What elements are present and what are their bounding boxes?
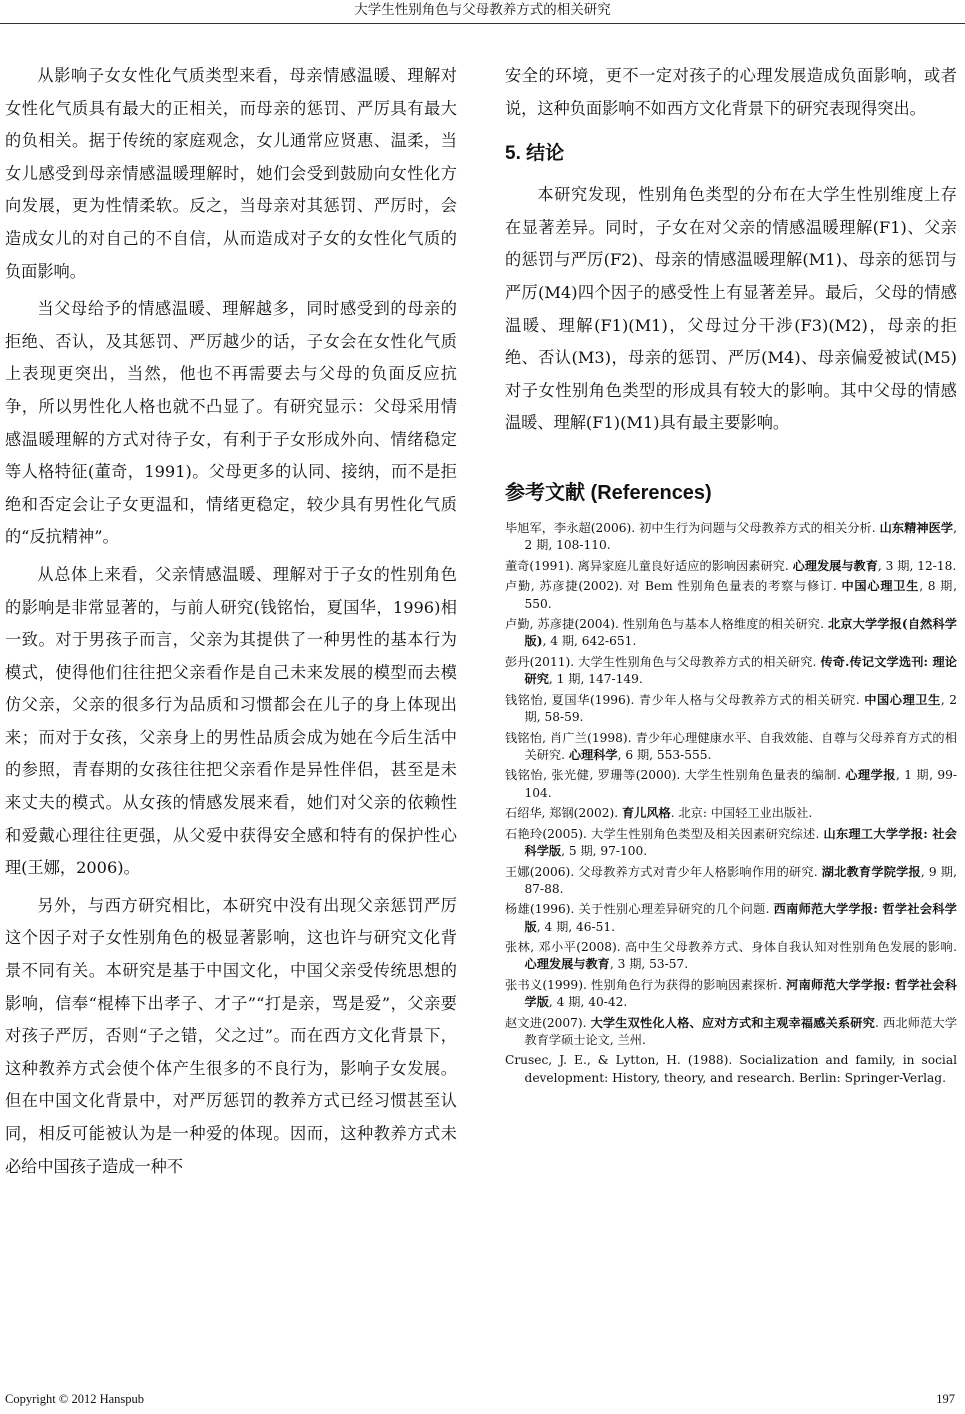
reference-text: 彭丹(2011). 大学生性别角色与父母教养方式的相关研究. — [505, 654, 821, 669]
reference-text: 石艳玲(2005). 大学生性别角色类型及相关因素研究综述. — [505, 826, 824, 841]
reference-journal: 心理发展与教育 — [524, 957, 610, 972]
reference-item — [505, 826, 957, 860]
paragraph-continuation: 安全的环境，更不一定对孩子的心理发展造成负面影响，或者说，这种负面影响不如西方文化背景下的研究表现得突出。 — [505, 66, 957, 118]
reference-details: , 3 期, 12-18. — [877, 558, 957, 573]
reference-journal: 山东精神医学 — [879, 520, 954, 535]
reference-details: , 6 期, 553-555. — [617, 747, 712, 762]
reference-details: , 2 期, 58-59. — [524, 692, 957, 724]
left-column — [5, 60, 457, 1183]
reference-text: 王娜(2006). 父母教养方式对青少年人格影响作用的研究. — [505, 864, 822, 879]
reference-text: 钱铭怡, 张光健, 罗珊等(2000). 大学生性别角色量表的编制. — [505, 768, 846, 783]
reference-item — [505, 864, 957, 898]
reference-text: 毕旭军，李永超(2006). 初中生行为问题与父母教养方式的相关分析. — [505, 520, 880, 535]
section-heading-conclusion: 5. 结论 — [505, 143, 565, 165]
reference-item — [505, 805, 957, 822]
reference-text: 卢勤, 苏彦捷(2002). 对 Bem 性别角色量表的考察与修订. — [505, 579, 842, 594]
paragraph: 从影响子女女性化气质类型来看，母亲情感温暖、理解对女性化气质具有最大的正相关，而母亲的惩罚、严厉具有最大的负相关。据于传统的家庭观念，女儿通常应贤惠、温柔，当女儿感受到母亲情感温暖理解时，她们会受到鼓励向女性化方向发展，更为性情柔软。反之，当母亲对其惩罚、严厉时，会造成女儿的对自己的不自信，从而造成对子女的女性化气质的负面影响。 — [5, 66, 457, 281]
reference-item — [505, 901, 957, 935]
reference-details: , 5 期, 97-100. — [561, 843, 648, 858]
reference-journal: 心理发展与教育 — [792, 558, 878, 573]
reference-journal: 北京大学学报(自然科学版) — [524, 617, 957, 649]
running-header: 大学生性别角色与父母教养方式的相关研究 — [354, 2, 611, 18]
paragraph: 从总体上来看，父亲情感温暖、理解对于子女的性别角色的影响是非常显著的，与前人研究(钱铭怡，夏国华，1996)相一致。对于男孩子而言，父亲为其提供了一种男性的基本行为模式，使得他们往往把父亲看作是自己未来发展的模型而去模仿父亲，父亲的很多行为品质和习惯都会在儿子的身上体现出来；而对于女孩，父亲身上的男性品质会成为她在今后生活中的参照，青春期的女孩往往把父亲看作是异性伴侣，甚至是未来丈夫的模式。从女孩的情感发展来看，她们对父亲的依赖性和爱戴心理往往更强，从父爱中获得安全感和特有的保护性心理(王娜，2006)。 — [5, 564, 457, 878]
reference-text: 董奇(1991). 离异家庭儿童良好适应的影响因素研究. — [505, 558, 793, 573]
reference-journal: 中国心理卫生 — [841, 579, 920, 594]
paragraph: 当父母给予的情感温暖、理解越多，同时感受到的母亲的拒绝、否认，及其惩罚、严厉越少的话，子女会在女性化气质上表现更突出，当然，他也不再需要去与父母的负面反应抗争，所以男性化人格也就不凸显了。有研究显示：父母采用情感温暖理解的方式对待子女，有利于子女形成外向、情绪稳定等人格特征(董奇，1991)。父母更多的认同、接纳，而不是拒绝和否定会让子女更温和，情绪更稳定，较少具有男性化气质的“反抗精神”。 — [5, 299, 457, 547]
reference-item — [505, 578, 957, 612]
reference-item — [505, 1015, 957, 1049]
paragraph: 另外，与西方研究相比，本研究中没有出现父亲惩罚严厉这个因子对子女性别角色的极显著影响，这也许与研究文化背景不同有关。本研究是基于中国文化，中国父亲受传统思想的影响，信奉“棍棒下出孝子、才子”“打是亲，骂是爱”，父亲要对孩子严厉，否则“子之错，父之过”。而在西方文化背景下，这种教养方式会使个体产生很多的不良行为，影响子女发展。但在中国文化背景中，对严厉惩罚的教养方式已经习惯甚至认同，相反可能被认为是一种爱的体现。因而，这种教养方式未必给中国孩子造成一种不 — [5, 895, 457, 1176]
reference-journal: 湖北教育学院学报 — [821, 864, 921, 879]
reference-journal: 中国心理卫生 — [864, 692, 941, 707]
reference-details: , 8 期, 550. — [524, 579, 957, 611]
reference-journal: 河南师范大学学报: 哲学社会科学版 — [524, 977, 957, 1010]
reference-text: 钱铭怡, 肖广兰(1998). 青少年心理健康水平、自我效能、自尊与父母养育方式的相关研究. — [505, 730, 957, 762]
reference-details: , 1 期, 99-104. — [524, 768, 957, 800]
reference-journal: 传奇.传记文学选刊: 理论研究 — [524, 654, 957, 687]
reference-details: , 1 期, 147-149. — [548, 672, 643, 687]
reference-item — [505, 1052, 957, 1086]
reference-journal: 西南师范大学学报: 哲学社会科学版 — [524, 902, 957, 934]
right-column — [505, 60, 957, 1090]
reference-text: 杨雄(1996). 关于性别心理差异研究的几个问题. — [505, 902, 774, 917]
reference-text: 赵文进(2007). — [505, 1015, 591, 1030]
reference-item — [505, 520, 957, 554]
reference-details: , 2 期, 108-110. — [524, 520, 957, 553]
reference-details: , 9 期, 87-88. — [524, 864, 957, 896]
reference-details: , 4 期, 40-42. — [548, 995, 628, 1010]
reference-item — [505, 977, 957, 1011]
reference-details: . 北京: 中国轻工业出版社. — [670, 806, 813, 821]
reference-journal: 育儿风格 — [621, 806, 671, 821]
reference-item — [505, 692, 957, 726]
references-heading: 参考文献 (References) — [505, 481, 712, 504]
conclusion-paragraph: 本研究发现，性别角色类型的分布在大学生性别维度上存在显著差异。同时，子女在对父亲的情感温暖理解(F1)、父亲的惩罚与严厉(F2)、母亲的情感温暖理解(M1)、母亲的惩罚与严厉(M4)四个因子的感受性上有显著差异。最后，父母的情感温暖、理解(F1)(M1)，父母过分干涉(F3)(M2)，母亲的拒绝、否认(M3)，母亲的惩罚、严厉(M4)、母亲偏爱被试(M5)对子女性别角色类型的形成具有较大的影响。其中父母的情感温暖、理解(F1)(M1)具有最主要影响。 — [505, 185, 957, 433]
reference-text: 张林, 邓小平(2008). 高中生父母教养方式、身体自我认知对性别角色发展的影响. — [505, 940, 957, 955]
reference-item — [505, 654, 957, 688]
references-list — [505, 520, 957, 1087]
reference-item — [505, 767, 957, 801]
reference-text: Crusec, J. E., & Lytton, H. (1988). Socialization and family, in social development: History, theory, and research. Berlin: Springer-Verlag. — [505, 1053, 957, 1085]
reference-journal: 山东理工大学学报: 社会科学版 — [524, 826, 957, 858]
reference-journal: 大学生双性化人格、应对方式和主观幸福感关系研究 — [590, 1015, 876, 1030]
reference-text: 钱铭怡, 夏国华(1996). 青少年人格与父母教养方式的相关研究. — [505, 692, 865, 707]
reference-journal: 心理科学 — [568, 747, 618, 762]
reference-item — [505, 558, 957, 575]
reference-item — [505, 730, 957, 764]
reference-journal: 心理学报 — [845, 768, 897, 783]
reference-text: 石绍华, 郑钢(2002). — [505, 806, 622, 821]
reference-details: , 4 期, 46-51. — [536, 919, 616, 934]
reference-item — [505, 616, 957, 650]
reference-details: , 4 期, 642-651. — [542, 634, 637, 649]
copyright-notice: Copyright © 2012 Hanspub — [5, 1392, 145, 1406]
reference-details: , 3 期, 53-57. — [609, 957, 689, 972]
header-rule — [0, 23, 965, 24]
reference-text: 张书义(1999). 性别角色行为获得的影响因素探析. — [505, 977, 787, 992]
page-number: 197 — [936, 1392, 955, 1406]
reference-text: 卢勤, 苏彦捷(2004). 性别角色与基本人格维度的相关研究. — [505, 617, 828, 632]
reference-item — [505, 939, 957, 973]
reference-details: . 西北师范大学教育学硕士论文, 兰州. — [524, 1015, 958, 1047]
